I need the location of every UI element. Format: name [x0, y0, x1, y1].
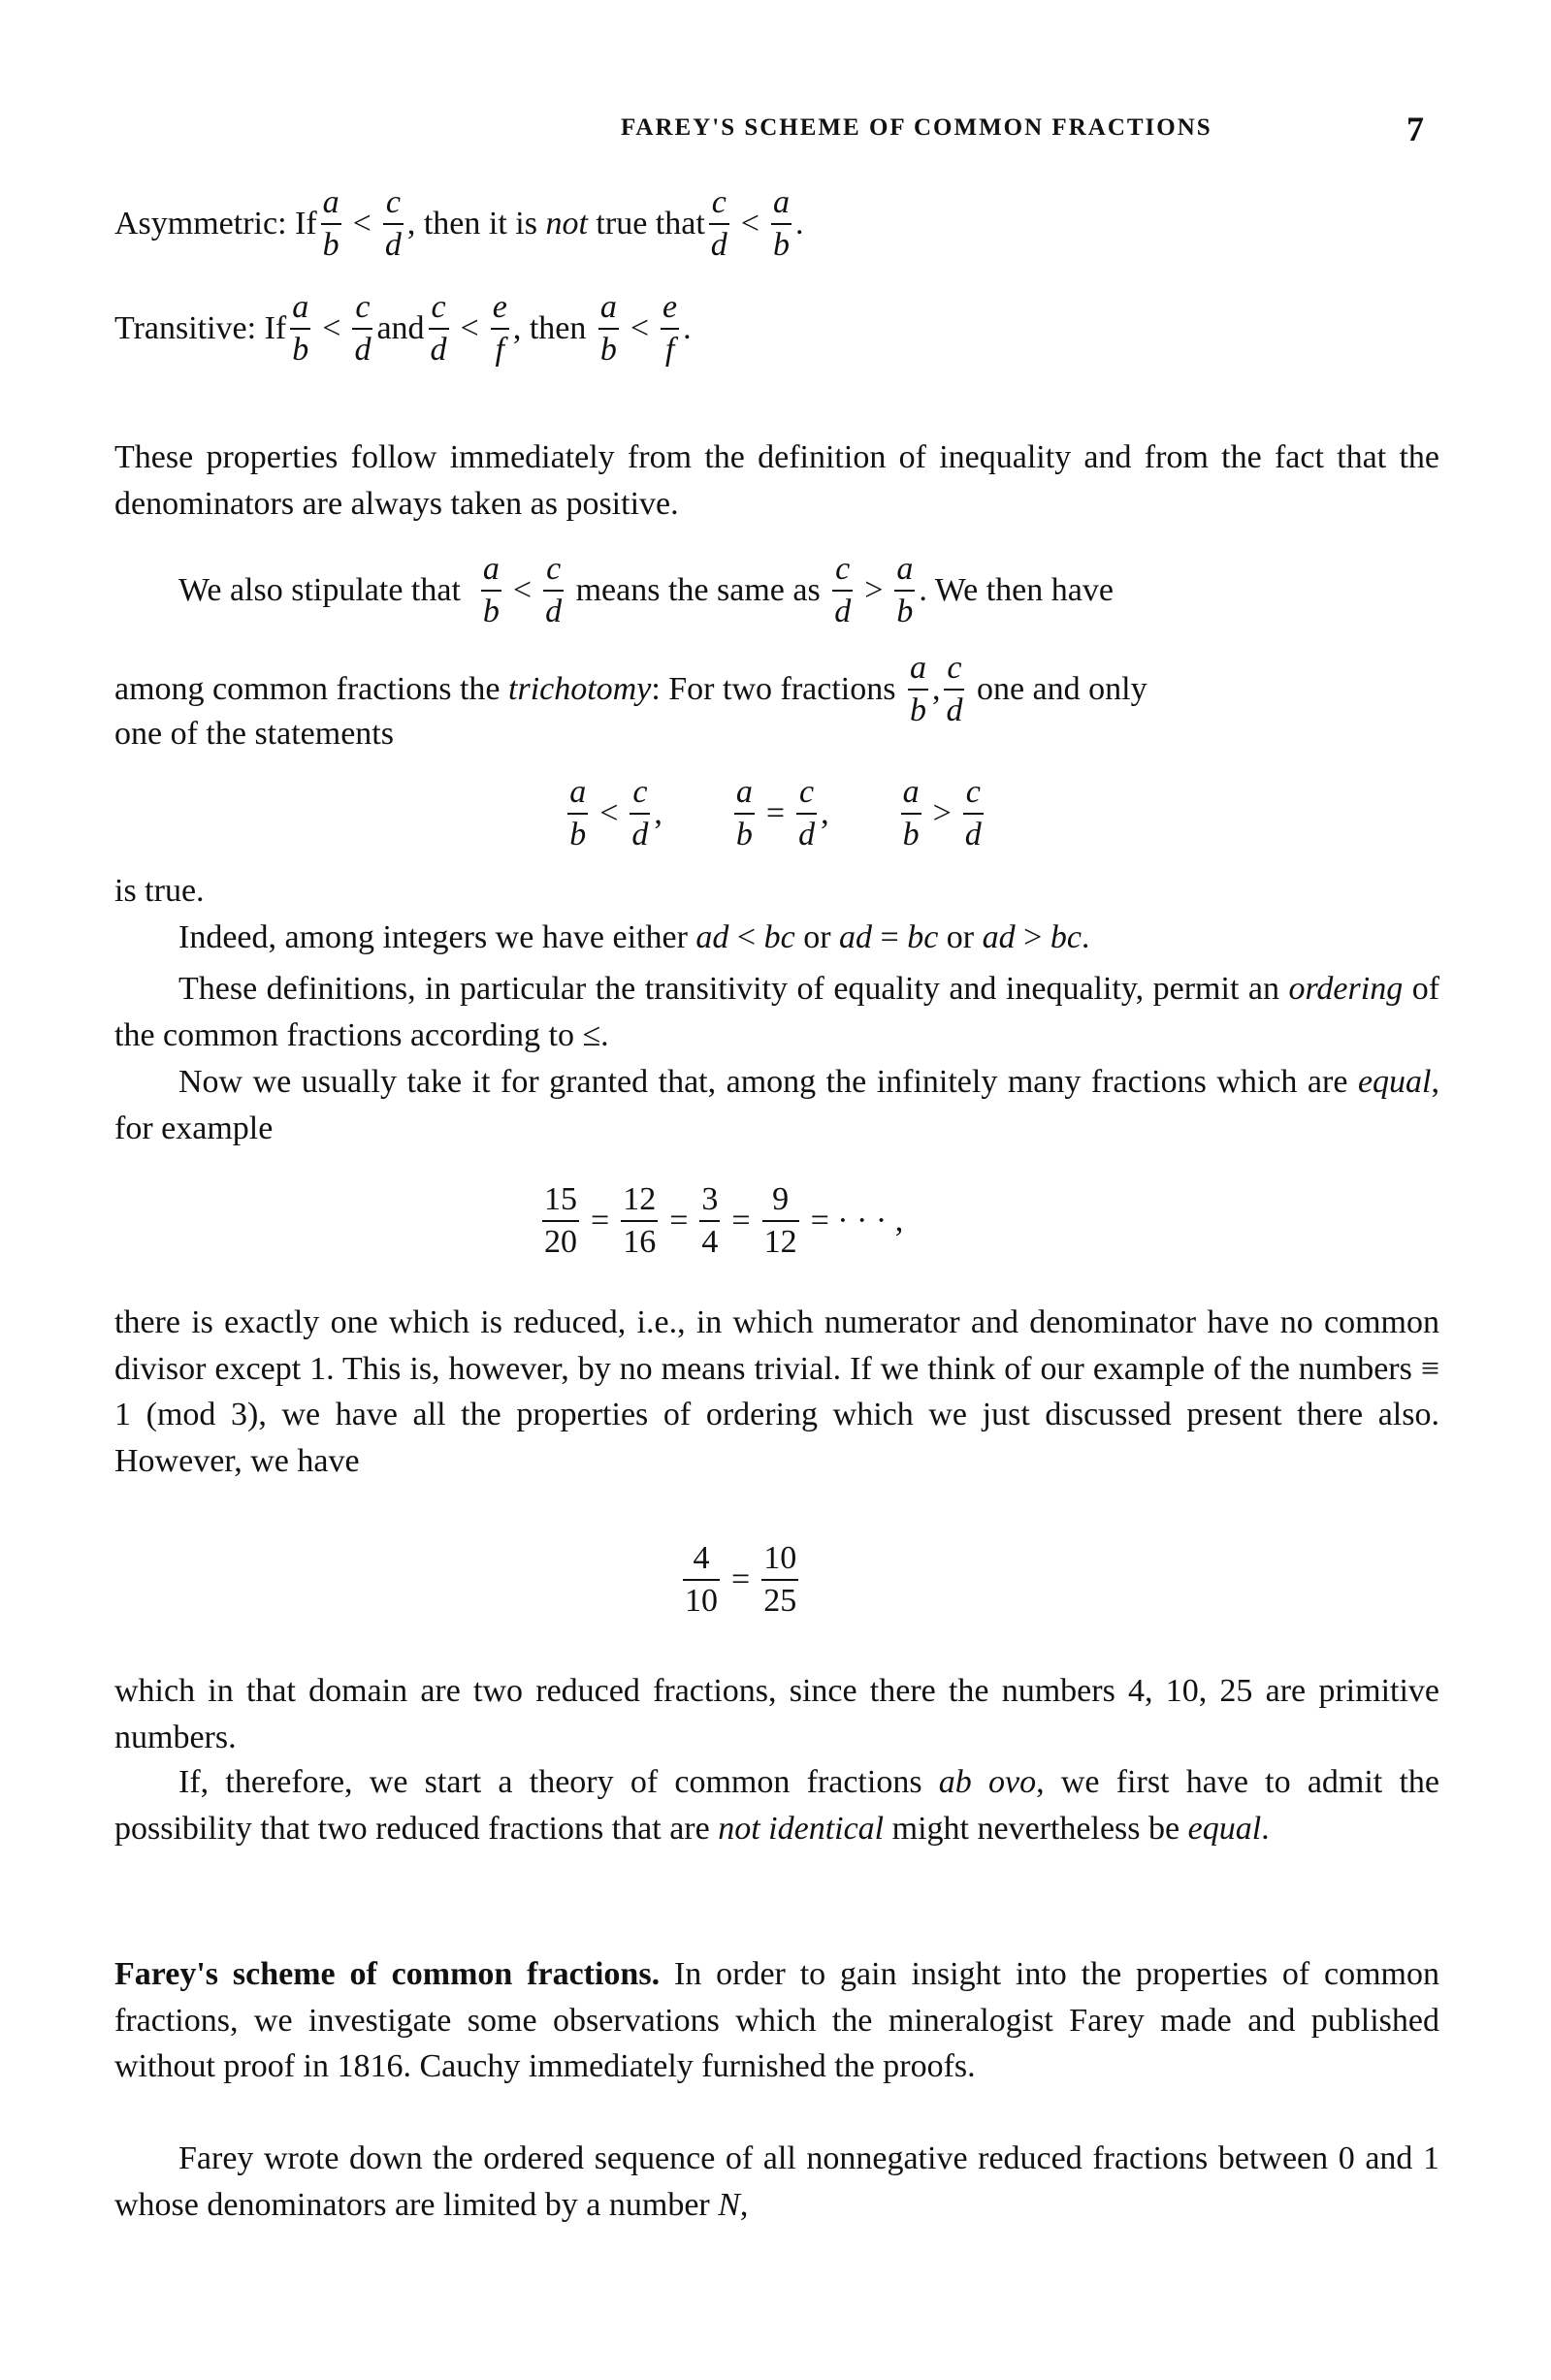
fraction-c-d: $\frac{c}{d}$ — [430, 289, 447, 368]
domain-paragraph: which in that domain are two reduced fractions, since there the numbers 4, 10, 25 are primitive numbers. — [114, 1673, 1439, 1755]
fraction-c-d: $\frac{c}{d}$ — [384, 184, 402, 263]
equals-sign: = — [731, 1203, 751, 1238]
less-than-sign: < — [736, 919, 757, 955]
asymmetric-mid: , then it is — [406, 206, 537, 241]
and-word: and — [376, 310, 425, 346]
fraction-a-b: $\frac{a}{b}$ — [772, 184, 790, 263]
mod-fraction-equation — [679, 1542, 802, 1618]
farey-intro-text: In order to gain insight into the properties of common fractions, we investigate some observations which the mineralogist Farey made and published without proof in 1816. Cauchy immediately furnished the proofs. — [114, 1956, 1440, 2084]
theory-mid: , we first have to admit the possibility that two reduced fractions that are — [114, 1764, 1440, 1847]
definitions-start: These definitions, in particular the transitivity of equality and inequality, permit an — [178, 971, 1279, 1007]
ab-ovo-phrase: ab ovo — [938, 1764, 1037, 1800]
granted-paragraph — [114, 1059, 1439, 1151]
bc-term: bc — [763, 919, 795, 955]
farey-section-paragraph — [114, 1951, 1439, 2090]
fraction-a-b: $\frac{a}{b}$ — [482, 551, 500, 629]
less-than-sign: < — [740, 206, 759, 241]
asymmetric-line — [114, 186, 803, 262]
example-fraction: $\frac{3}{4}$ — [701, 1181, 719, 1260]
asymmetric-tail: true that — [596, 206, 705, 241]
means-text: means the same as — [575, 572, 821, 608]
not-identical-phrase: not identical — [718, 1810, 885, 1847]
bc-term: bc — [1050, 919, 1082, 955]
ad-term: ad — [839, 919, 873, 955]
fraction-c-d: $\frac{c}{d}$ — [631, 774, 649, 852]
fraction-a-b: $\frac{a}{b}$ — [569, 774, 587, 852]
then-word: , then — [512, 310, 587, 346]
trichotomy-relations — [0, 776, 1551, 852]
integers-line — [114, 919, 1439, 956]
less-than-sign: < — [352, 206, 372, 241]
mod-fraction: $\frac{10}{25}$ — [763, 1540, 797, 1619]
fraction-c-d: $\frac{c}{d}$ — [710, 184, 727, 263]
section-heading: Farey's scheme of common fractions. — [114, 1956, 661, 1992]
fraction-c-d: $\frac{c}{d}$ — [834, 551, 852, 629]
fraction-c-d: $\frac{c}{d}$ — [798, 774, 816, 852]
or-word: or — [803, 919, 831, 955]
asymmetric-label: Asymmetric: If — [114, 206, 317, 241]
greater-than-sign: > — [1023, 919, 1043, 955]
theory-paragraph — [114, 1759, 1439, 1851]
definitions-end: of the common fractions according to ≤. — [114, 971, 1440, 1053]
equals-sign: = — [731, 1561, 751, 1597]
fraction-e-f: $\frac{e}{f}$ — [662, 289, 678, 368]
not-word: not — [545, 206, 588, 241]
fraction-c-d: $\frac{c}{d}$ — [946, 650, 963, 728]
theory-start: If, therefore, we start a theory of common fractions — [178, 1764, 922, 1800]
farey-wrote-start: Farey wrote down the ordered sequence of all nonnegative reduced fractions between 0 and 1 whose denominators are limited by a number — [114, 2140, 1439, 2223]
example-fraction-equation — [538, 1183, 911, 1259]
is-true-line: is true. — [114, 873, 205, 909]
greater-than-sign: > — [864, 572, 884, 608]
integers-start: Indeed, among integers we have either — [178, 919, 688, 955]
page-number: 7 — [1406, 110, 1424, 148]
period: . — [1261, 1810, 1270, 1847]
transitive-line — [114, 291, 692, 367]
fraction-e-f: $\frac{e}{f}$ — [492, 289, 507, 368]
comma: , — [739, 2186, 749, 2223]
theory-mid2: might nevertheless be — [891, 1810, 1180, 1847]
trichotomy-start: among common fractions the — [114, 671, 501, 707]
equals-sign: = — [765, 795, 786, 831]
less-than-sign: < — [630, 310, 650, 346]
granted-end: , for example — [114, 1064, 1440, 1146]
farey-wrote-paragraph — [114, 2136, 1439, 2228]
comma: , — [931, 671, 941, 707]
fraction-a-b: $\frac{a}{b}$ — [292, 289, 309, 368]
definitions-paragraph — [114, 966, 1439, 1058]
or-word: or — [946, 919, 975, 955]
variable-N: N — [718, 2186, 740, 2223]
trichotomy-word: trichotomy — [508, 671, 652, 707]
ad-term: ad — [695, 919, 729, 955]
ellipsis-tail: = · · · , — [810, 1203, 904, 1238]
properties-paragraph: These properties follow immediately from the definition of inequality and from the fact that the denominators are always taken as positive. — [114, 439, 1439, 522]
mod-fraction: $\frac{4}{10}$ — [685, 1540, 718, 1619]
equals-sign: = — [591, 1203, 610, 1238]
period: . — [683, 310, 692, 346]
fraction-a-b: $\frac{a}{b}$ — [902, 774, 920, 852]
equals-sign: = — [880, 919, 899, 955]
running-head: FAREY'S SCHEME OF COMMON FRACTIONS — [621, 114, 1212, 141]
greater-than-sign: > — [932, 795, 952, 831]
fraction-a-b: $\frac{a}{b}$ — [322, 184, 339, 263]
fraction-a-b: $\frac{a}{b}$ — [735, 774, 753, 852]
granted-start: Now we usually take it for granted that, among the infinitely many fractions which are — [178, 1064, 1348, 1100]
example-fraction: $\frac{12}{16}$ — [623, 1181, 657, 1260]
equal-word: equal — [1357, 1064, 1432, 1100]
comma: , — [821, 795, 829, 831]
less-than-sign: < — [512, 572, 533, 608]
transitive-label: Transitive: If — [114, 310, 287, 346]
less-than-sign: < — [460, 310, 479, 346]
ordering-word: ordering — [1288, 971, 1404, 1007]
less-than-sign: < — [322, 310, 341, 346]
fraction-a-b: $\frac{a}{b}$ — [599, 289, 617, 368]
statements-line: one of the statements — [114, 716, 394, 752]
reduced-paragraph: there is exactly one which is reduced, i.e., in which numerator and denominator have no common divisor except 1. This is, however, by no means trivial. If we think of our example of the numbers ≡ 1 (mod 3), we have all the properties of ordering which we just discussed present there also. However, we have — [114, 1304, 1439, 1479]
stipulate-end: . We then have — [919, 572, 1114, 608]
period: . — [1081, 919, 1090, 955]
example-fraction: $\frac{9}{12}$ — [763, 1181, 797, 1260]
ad-term: ad — [982, 919, 1016, 955]
stipulate-line — [114, 553, 1439, 628]
fraction-a-b: $\frac{a}{b}$ — [909, 650, 926, 728]
trichotomy-mid: : For two fractions — [651, 671, 896, 707]
fraction-c-d: $\frac{c}{d}$ — [354, 289, 372, 368]
comma: , — [654, 795, 662, 831]
equals-sign: = — [669, 1203, 689, 1238]
period: . — [794, 206, 804, 241]
trichotomy-end: one and only — [976, 671, 1147, 707]
bc-term: bc — [907, 919, 939, 955]
less-than-sign: < — [599, 795, 619, 831]
equal-word: equal — [1187, 1810, 1262, 1847]
fraction-c-d: $\frac{c}{d}$ — [964, 774, 982, 852]
example-fraction: $\frac{15}{20}$ — [544, 1181, 577, 1260]
stipulate-start: We also stipulate that — [178, 572, 461, 608]
fraction-c-d: $\frac{c}{d}$ — [545, 551, 563, 629]
fraction-a-b: $\frac{a}{b}$ — [896, 551, 914, 629]
